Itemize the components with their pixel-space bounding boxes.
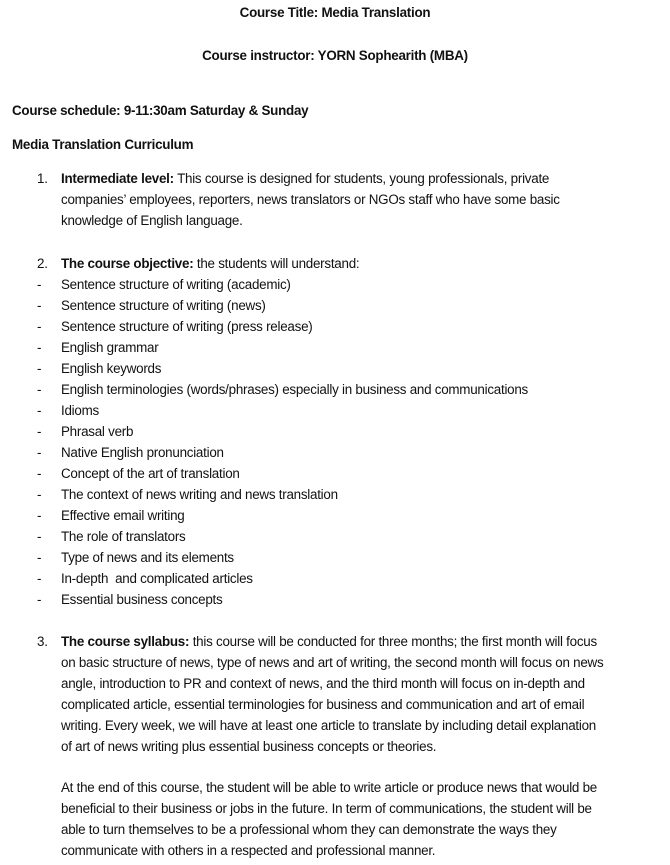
item-text-line: This course is designed for students, young professionals, private: [173, 171, 550, 186]
dash-bullet-icon: -: [37, 508, 42, 523]
item-label: The course syllabus:: [61, 634, 190, 649]
list-item-text: Effective email writing: [61, 508, 185, 523]
item-text-line: of art of news writing plus essential business concepts or theories.: [61, 739, 437, 754]
dash-bullet-icon: -: [37, 529, 42, 544]
course-schedule: Course schedule: 9-11:30am Saturday & Sunday: [12, 103, 309, 118]
item-text-line: the students will understand:: [193, 256, 360, 271]
item-text-line: on basic structure of news, type of news and art of writing, the second month will focus on news: [61, 655, 604, 670]
dash-bullet-icon: -: [37, 340, 42, 355]
curriculum-heading: Media Translation Curriculum: [12, 137, 194, 152]
dash-bullet-icon: -: [37, 277, 42, 292]
list-item-text: English grammar: [61, 340, 159, 355]
list-item: [37, 358, 637, 379]
item-text-line: angle, introduction to PR and context of news, and the third month will focus on in-depth and: [61, 676, 585, 691]
item-body: [61, 168, 661, 231]
dash-bullet-icon: -: [37, 550, 42, 565]
dash-bullet-icon: -: [37, 571, 42, 586]
list-item-text: English terminologies (words/phrases) especially in business and communications: [61, 382, 529, 397]
list-item-text: Type of news and its elements: [61, 550, 234, 565]
item-text-line: complicated article, essential terminologies for business and communication and art of email: [61, 697, 585, 712]
item-text-line: knowledge of English language.: [61, 213, 243, 228]
item-label: Intermediate level:: [61, 171, 174, 186]
dash-bullet-icon: -: [37, 382, 42, 397]
dash-bullet-icon: -: [37, 361, 42, 376]
dash-bullet-icon: -: [37, 298, 42, 313]
list-item-text: Sentence structure of writing (academic): [61, 277, 291, 292]
list-item-text: Phrasal verb: [61, 424, 134, 439]
paragraph-line: At the end of this course, the student will be able to write article or produce news that would be: [61, 780, 597, 795]
item-body: [61, 631, 661, 757]
list-item: [37, 295, 637, 316]
item-text-line: companies’ employees, reporters, news translators or NGOs staff who have some basic: [61, 192, 560, 207]
list-item: [37, 505, 637, 526]
list-item-text: Sentence structure of writing (news): [61, 298, 266, 313]
item-label: The course objective:: [61, 256, 194, 271]
item-number: 1.: [37, 171, 48, 186]
paragraph-line: able to turn themselves to be a professional whom they can demonstrate the ways they: [61, 822, 557, 837]
list-item: [37, 589, 637, 610]
list-item-text: Native English pronunciation: [61, 445, 224, 460]
paragraph-line: communicate with others in a respected and professional manner.: [61, 843, 436, 858]
list-item: [37, 568, 637, 589]
dash-bullet-icon: -: [37, 445, 42, 460]
list-item: [37, 400, 637, 421]
dash-bullet-icon: -: [37, 487, 42, 502]
item-number: 2.: [37, 256, 48, 271]
objective-bullet-list: [37, 274, 637, 610]
item-text-line: writing. Every week, we will have at least one article to translate by including detail explanation: [61, 718, 596, 733]
list-item: [37, 442, 637, 463]
item-body: [61, 253, 661, 274]
list-item-text: Concept of the art of translation: [61, 466, 240, 481]
course-instructor: Course instructor: YORN Sophearith (MBA): [202, 48, 468, 63]
list-item-text: Idioms: [61, 403, 99, 418]
list-item-text: Essential business concepts: [61, 592, 223, 607]
list-item: [37, 421, 637, 442]
course-title: Course Title: Media Translation: [239, 5, 431, 20]
list-item: [37, 484, 637, 505]
list-item-text: English keywords: [61, 361, 162, 376]
list-item-text: Sentence structure of writing (press release): [61, 319, 313, 334]
item-number: 3.: [37, 634, 48, 649]
dash-bullet-icon: -: [37, 466, 42, 481]
item-text-line: this course will be conducted for three months; the first month will focus: [189, 634, 597, 649]
list-item: [37, 547, 637, 568]
dash-bullet-icon: -: [37, 319, 42, 334]
list-item: [37, 379, 637, 400]
dash-bullet-icon: -: [37, 403, 42, 418]
paragraph-line: beneficial to their business or jobs in the future. In term of communications, the student will be: [61, 801, 592, 816]
dash-bullet-icon: -: [37, 424, 42, 439]
list-item: [37, 316, 637, 337]
list-item-text: The context of news writing and news translation: [61, 487, 338, 502]
list-item-text: In-depth and complicated articles: [61, 571, 253, 586]
list-item-text: The role of translators: [61, 529, 186, 544]
dash-bullet-icon: -: [37, 592, 42, 607]
list-item: [37, 274, 637, 295]
closing-paragraph: [61, 777, 661, 861]
list-item: [37, 337, 637, 358]
list-item: [37, 526, 637, 547]
list-item: [37, 463, 637, 484]
